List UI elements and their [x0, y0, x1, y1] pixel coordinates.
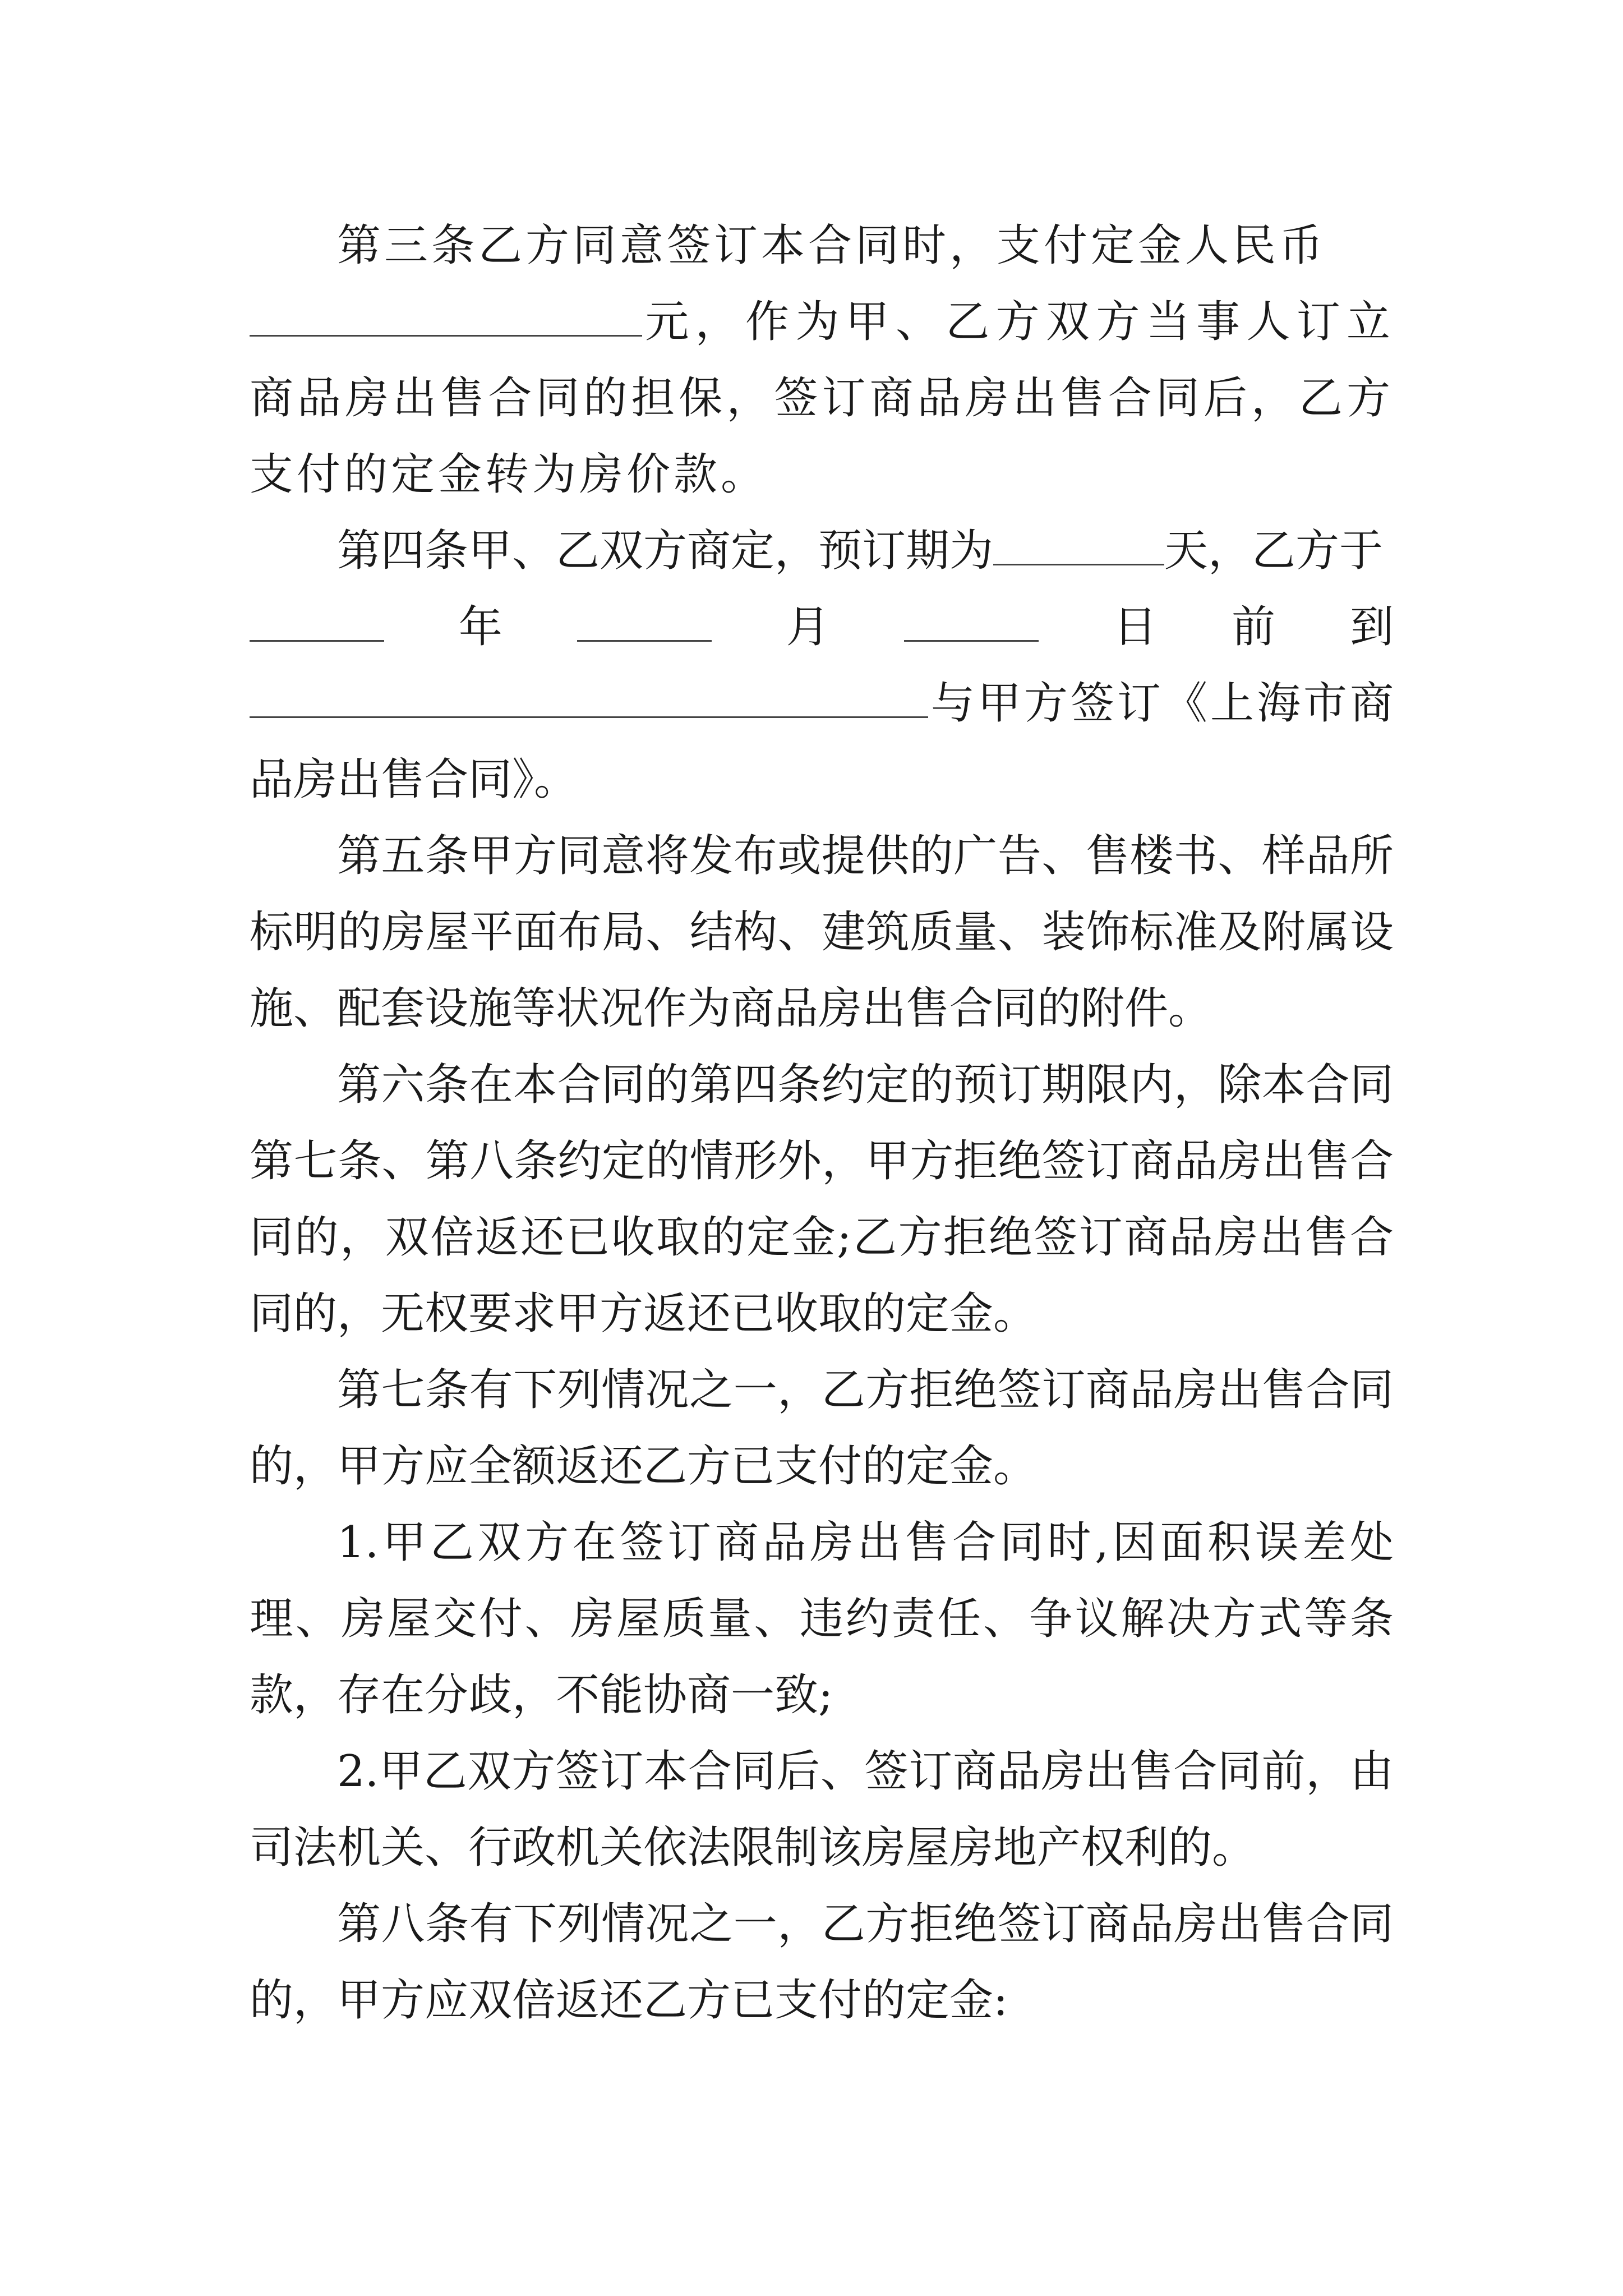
article-3-text-b: 元，作为甲、乙方双方当事人订立商品房出售合同的担保，签订商品房出售合同后，乙方支付的定金转为房价款。: [250, 297, 1394, 500]
signing-place-blank: [250, 677, 928, 718]
article-7: 第七条有下列情况之一，乙方拒绝签订商品房出售合同的，甲方应全额返还乙方已支付的定金。: [250, 1365, 1394, 1492]
article-4-line-1: [250, 513, 1394, 589]
article-8: 第八条有下列情况之一，乙方拒绝签订商品房出售合同的，甲方应双倍返还乙方已支付的定金:: [250, 1899, 1394, 2026]
day-label: 日: [1113, 602, 1158, 652]
article-4-line-3: [250, 665, 1394, 818]
article-6: 第六条在本合同的第四条约定的预订期限内，除本合同第七条、第八条约定的情形外，甲方拒绝签订商品房出售合同的，双倍返还已收取的定金;乙方拒绝签订商品房出售合同的，无权要求甲方返还已收取的定金。: [250, 1060, 1394, 1339]
article-7-item-1: 1.甲乙双方在签订商品房出售合同时,因面积误差处理、房屋交付、房屋质量、违约责任、争议解决方式等条款，存在分歧，不能协商一致;: [250, 1517, 1394, 1720]
day-blank: [904, 601, 1039, 642]
before-label: 前: [1232, 602, 1276, 652]
year-blank: [250, 601, 384, 642]
article-3: [250, 208, 1394, 513]
document-body: [250, 208, 1394, 2039]
article-4-text-b: 天，乙方于: [1164, 526, 1384, 576]
month-label: 月: [786, 602, 830, 652]
month-blank: [577, 601, 712, 642]
article-3-text-a: 第三条乙方同意签订本合同时，支付定金人民币: [337, 220, 1327, 271]
article-4-text-a: 第四条甲、乙双方商定，预订期为: [337, 526, 994, 576]
article-5: 第五条甲方同意将发布或提供的广告、售楼书、样品所标明的房屋平面布局、结构、建筑质量、装饰标准及附属设施、配套设施等状况作为商品房出售合同的附件。: [250, 831, 1394, 1034]
article-7-item-2: 2.甲乙双方签订本合同后、签订商品房出售合同前，由司法机关、行政机关依法限制该房屋房地产权利的。: [250, 1746, 1394, 1873]
article-4: [250, 513, 1394, 818]
year-label: 年: [458, 602, 502, 652]
article-4-text-c: 与甲方签订《上海市商品房出售合同》。: [250, 678, 1394, 805]
to-label: 到: [1349, 602, 1394, 652]
deposit-amount-blank: [250, 296, 642, 337]
article-4-date-line: [250, 589, 1394, 665]
booking-days-blank: [993, 524, 1164, 565]
